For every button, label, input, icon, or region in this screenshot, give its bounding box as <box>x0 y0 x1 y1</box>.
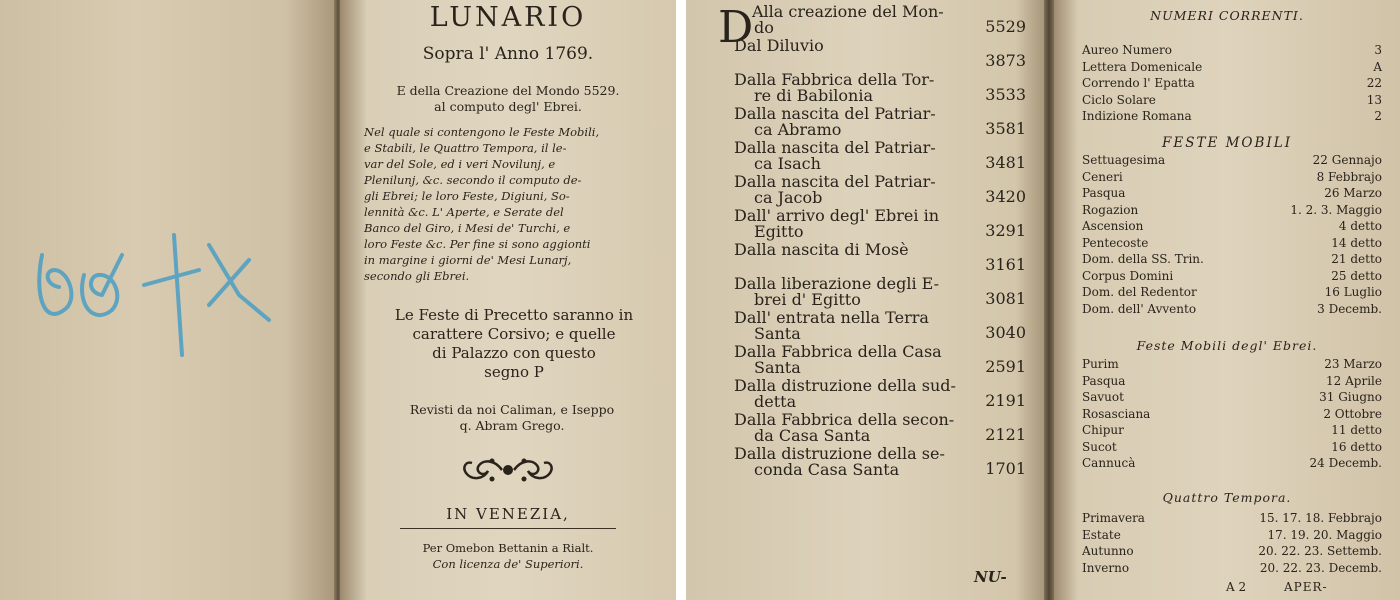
tempora-value: 20. 22. 23. Decemb. <box>1259 560 1382 575</box>
subtitle-year: Sopra l' Anno 1769. <box>422 44 594 64</box>
chronology-event-continued: da Casa Santa <box>754 426 871 445</box>
festa-ebrei-label: Sucot <box>1082 439 1117 454</box>
chronology-years: 5529 <box>985 17 1026 36</box>
tempora-value: 17. 19. 20. Maggio <box>1267 527 1382 542</box>
festa-mobile-label: Ceneri <box>1082 169 1123 184</box>
chronology-row <box>734 378 1026 412</box>
tempora-row <box>1082 560 1382 577</box>
festa-mobile-row <box>1082 235 1382 252</box>
festa-ebrei-value: 11 detto <box>1331 423 1382 437</box>
heading-feste-mobili: FESTE MOBILI <box>1161 135 1293 151</box>
chronology-years: 3291 <box>985 221 1026 240</box>
chronology-event-continued: ca Isach <box>754 154 821 173</box>
festa-ebrei-value: 31 Giugno <box>1319 390 1382 404</box>
festa-mobile-value: 14 detto <box>1331 235 1382 250</box>
chronology-years: 2191 <box>985 391 1026 410</box>
left-spread <box>0 0 676 600</box>
festa-mobile-value: 26 Marzo <box>1324 186 1382 200</box>
fleuron-ornament-icon <box>458 453 558 487</box>
festa-ebrei-value: 24 Decemb. <box>1309 456 1382 470</box>
festa-mobile-value: 3 Decemb. <box>1317 301 1382 316</box>
description-line: in margine i giorni de' Mesi Lunarj, <box>364 253 572 267</box>
numero-corrente-row <box>1082 42 1382 59</box>
festa-mobile-row <box>1082 218 1382 235</box>
numero-corrente-label: Lettera Domenicale <box>1082 59 1203 74</box>
right-spread <box>686 0 1400 600</box>
title-page <box>340 0 676 600</box>
tempora-value: 20. 22. 23. Settemb. <box>1258 544 1382 558</box>
chronology-row <box>734 106 1026 140</box>
tempora-label: Estate <box>1082 527 1121 542</box>
festa-ebrei-label: Rosasciana <box>1082 406 1151 421</box>
numero-corrente-value: 2 <box>1374 109 1382 123</box>
chronology-row <box>734 208 1026 242</box>
numero-corrente-row <box>1082 75 1382 92</box>
chronology-years: 3081 <box>985 289 1026 308</box>
chronology-row <box>734 344 1026 378</box>
chronology-years: 1701 <box>985 459 1026 478</box>
quattro-tempora-list <box>1082 510 1382 576</box>
festa-ebrei-label: Purim <box>1082 357 1119 371</box>
numero-corrente-row <box>1082 59 1382 76</box>
festa-ebrei-label: Savuot <box>1082 390 1124 404</box>
printer-line: Per Omebon Bettanin a Rialt. <box>422 541 594 555</box>
numero-corrente-value: A <box>1373 59 1382 74</box>
license-line: Con licenza de' Superiori. <box>432 557 584 571</box>
festa-ebrei-value: 23 Marzo <box>1324 357 1382 371</box>
festa-mobile-row <box>1082 202 1382 219</box>
festa-mobile-value: 1. 2. 3. Maggio <box>1290 202 1382 217</box>
tempora-value: 15. 17. 18. Febbrajo <box>1259 511 1382 525</box>
festa-mobile-row <box>1082 301 1382 318</box>
chronology-table <box>734 4 1026 480</box>
festa-ebrei-value: 2 Ottobre <box>1323 406 1382 421</box>
numero-corrente-label: Aureo Numero <box>1082 43 1172 57</box>
festa-ebrei-row <box>1082 422 1382 439</box>
festa-mobile-row <box>1082 152 1382 169</box>
feste-precetto-note <box>364 306 664 382</box>
chronology-years: 3040 <box>985 323 1026 342</box>
description-paragraph <box>364 124 656 284</box>
festa-mobile-row <box>1082 251 1382 268</box>
tempora-row <box>1082 527 1382 544</box>
chronology-row <box>734 72 1026 106</box>
chronology-event: Dalla nascita del Patriar- <box>734 138 936 157</box>
numeri-correnti-list <box>1082 42 1382 125</box>
handwritten-year-annotation <box>24 215 284 375</box>
revisers-note <box>364 402 660 434</box>
imprint-city: IN VENEZIA, <box>446 505 570 523</box>
chronology-event: Dalla distruzione della se- <box>734 444 945 463</box>
feste-line: carattere Corsivo; e quelle <box>412 325 616 343</box>
festa-mobile-value: 22 Gennajo <box>1312 153 1382 167</box>
festa-mobile-row <box>1082 185 1382 202</box>
festa-mobile-label: Rogazion <box>1082 202 1139 217</box>
description-line: Plenilunj, &c. secondo il computo de- <box>364 173 582 187</box>
blank-endpaper-page <box>0 0 336 600</box>
chronology-row <box>734 242 1026 276</box>
chronology-event: Dalla Fabbrica della secon- <box>734 410 955 429</box>
imprint-rule <box>400 528 616 529</box>
festa-ebrei-label: Pasqua <box>1082 373 1126 388</box>
revisers-line: q. Abram Grego. <box>459 418 565 433</box>
tempora-label: Primavera <box>1082 511 1145 525</box>
festa-mobile-value: 25 detto <box>1331 268 1382 283</box>
feste-ebrei-list <box>1082 356 1382 472</box>
description-line: loro Feste &c. Per fine si sono aggionti <box>364 237 591 251</box>
numero-corrente-row <box>1082 92 1382 109</box>
imprint-printer <box>340 540 676 572</box>
feste-line: segno P <box>484 363 544 381</box>
page-title: LUNARIO <box>429 2 587 33</box>
chronology-event-continued: Santa <box>754 324 801 343</box>
festa-mobile-label: Dom. del Redentor <box>1082 285 1197 299</box>
chronology-years: 3161 <box>985 255 1026 274</box>
catchword: NU- <box>974 568 1007 586</box>
festa-ebrei-row <box>1082 356 1382 373</box>
chronology-row <box>734 276 1026 310</box>
tempora-label: Inverno <box>1082 560 1130 575</box>
catchword: APER- <box>1284 580 1328 594</box>
festa-ebrei-row <box>1082 455 1382 472</box>
description-line: var del Sole, ed i veri Novilunj, e <box>364 157 556 171</box>
festa-mobile-row <box>1082 169 1382 186</box>
festa-ebrei-label: Cannucà <box>1082 456 1136 470</box>
festa-mobile-row <box>1082 284 1382 301</box>
festa-mobile-label: Dom. dell' Avvento <box>1082 301 1197 316</box>
description-line: e Stabili, le Quattro Tempora, il le- <box>364 141 567 155</box>
festa-ebrei-row <box>1082 389 1382 406</box>
numero-corrente-value: 22 <box>1366 76 1382 90</box>
chronology-event-continued: re di Babilonia <box>754 86 874 105</box>
numero-corrente-value: 13 <box>1366 92 1382 107</box>
festa-mobile-value: 16 Luglio <box>1324 285 1382 299</box>
chronology-event: Dalla nascita di Mosè <box>734 240 909 259</box>
feste-mobili-list <box>1082 152 1382 317</box>
numero-corrente-row <box>1082 108 1382 125</box>
festa-mobile-label: Pasqua <box>1082 186 1126 200</box>
tempora-row <box>1082 510 1382 527</box>
chronology-row <box>734 310 1026 344</box>
festa-ebrei-value: 16 detto <box>1331 439 1382 454</box>
gutter-shadow <box>1044 0 1054 600</box>
festa-mobile-value: 8 Febbrajo <box>1316 169 1382 184</box>
revisers-line: Revisti da noi Caliman, e Iseppo <box>409 402 615 417</box>
chronology-event: Dalla nascita del Patriar- <box>734 104 936 123</box>
chronology-event-continued: brei d' Egitto <box>754 290 861 309</box>
numbers-page <box>1054 0 1400 600</box>
festa-mobile-label: Corpus Domini <box>1082 268 1174 283</box>
chronology-row <box>734 412 1026 446</box>
chronology-event: Dal Diluvio <box>734 36 824 55</box>
chronology-row <box>734 174 1026 208</box>
creation-line <box>340 83 676 115</box>
festa-ebrei-row <box>1082 406 1382 423</box>
festa-mobile-row <box>1082 268 1382 285</box>
description-line: secondo gli Ebrei. <box>364 269 470 283</box>
chronology-years: 3420 <box>985 187 1026 206</box>
chronology-event-continued: Egitto <box>754 222 804 241</box>
chronology-event: Dalla Fabbrica della Tor- <box>734 70 935 89</box>
heading-numeri-correnti: NUMERI CORRENTI. <box>1150 8 1304 23</box>
chronology-page <box>686 0 1044 600</box>
chronology-years: 2591 <box>985 357 1026 376</box>
chronology-event: Dalla Fabbrica della Casa <box>734 342 942 361</box>
festa-mobile-value: 4 detto <box>1338 219 1382 233</box>
festa-mobile-label: Settuagesima <box>1082 153 1166 167</box>
chronology-event: Dalla liberazione degli E- <box>734 274 940 293</box>
chronology-event-continued: Santa <box>754 358 801 377</box>
creation-line-2: al computo degl' Ebrei. <box>434 99 582 114</box>
heading-feste-ebrei: Feste Mobili degl' Ebrei. <box>1136 338 1318 353</box>
chronology-event-continued: do <box>754 18 774 37</box>
chronology-years: 3533 <box>985 85 1026 104</box>
description-line: lennità &c. L' Aperte, e Serate del <box>364 205 564 219</box>
chronology-event: Dalla nascita del Patriar- <box>734 172 936 191</box>
chronology-event-continued: detta <box>754 392 797 411</box>
numero-corrente-label: Correndo l' Epatta <box>1082 76 1195 90</box>
festa-mobile-value: 21 detto <box>1331 252 1382 266</box>
numero-corrente-label: Ciclo Solare <box>1082 92 1156 107</box>
chronology-event: Dall' arrivo degl' Ebrei in <box>734 206 940 225</box>
description-line: Banco del Giro, i Mesi de' Turchi, e <box>364 221 571 235</box>
festa-mobile-label: Dom. della SS. Trin. <box>1082 252 1204 266</box>
chronology-event: Dalla distruzione della sud- <box>734 376 956 395</box>
feste-line: di Palazzo con questo <box>432 344 596 362</box>
chronology-event-continued: ca Jacob <box>754 188 823 207</box>
numero-corrente-label: Indizione Romana <box>1082 109 1192 123</box>
chronology-years: 3581 <box>985 119 1026 138</box>
chronology-years: 3873 <box>985 51 1026 70</box>
chronology-row <box>734 38 1026 72</box>
numero-corrente-value: 3 <box>1374 43 1382 57</box>
chronology-event: Dall' entrata nella Terra <box>734 308 929 327</box>
chronology-row <box>734 4 1026 38</box>
heading-quattro-tempora: Quattro Tempora. <box>1162 490 1292 505</box>
chronology-event-continued: ca Abramo <box>754 120 842 139</box>
chronology-event: Alla creazione del Mon- <box>752 2 944 21</box>
tempora-label: Autunno <box>1082 544 1134 558</box>
description-line: Nel quale si contengono le Feste Mobili, <box>364 125 600 139</box>
festa-ebrei-value: 12 Aprile <box>1326 373 1382 388</box>
tempora-row <box>1082 543 1382 560</box>
festa-ebrei-label: Chipur <box>1082 423 1124 437</box>
chronology-years: 2121 <box>985 425 1026 444</box>
festa-ebrei-row <box>1082 373 1382 390</box>
feste-line: Le Feste di Precetto saranno in <box>394 306 634 324</box>
festa-mobile-label: Pentecoste <box>1082 235 1149 250</box>
chronology-years: 3481 <box>985 153 1026 172</box>
signature-mark: A 2 <box>1226 580 1247 594</box>
dropcap-letter: D <box>718 2 754 53</box>
chronology-event-continued: conda Casa Santa <box>754 460 900 479</box>
description-line: gli Ebrei; le loro Feste, Digiuni, So- <box>364 189 570 203</box>
festa-ebrei-row <box>1082 439 1382 456</box>
creation-line-1: E della Creazione del Mondo 5529. <box>396 83 620 98</box>
festa-mobile-label: Ascension <box>1082 219 1144 233</box>
chronology-row <box>734 446 1026 480</box>
chronology-row <box>734 140 1026 174</box>
